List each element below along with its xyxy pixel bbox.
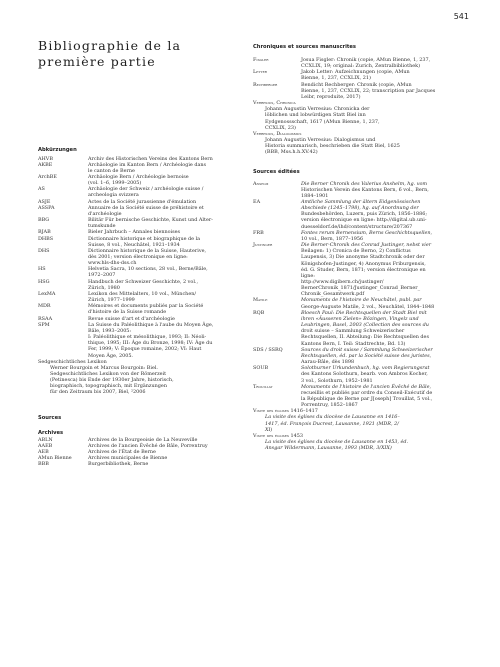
entry-description	[301, 57, 475, 69]
entry-line: Mémoires et documents publiés par la Société	[88, 303, 204, 310]
bib-entry	[253, 57, 475, 69]
entry-description	[301, 82, 475, 100]
entry-line: Revue suisse d'art et d'archéologie	[88, 315, 175, 322]
entry-description	[88, 217, 238, 229]
visite-1453-label: Visite des églises 1453	[253, 432, 303, 439]
entry-description	[88, 236, 238, 248]
entry-line: I: Paléolithique et mésolithique, 1993; II: Néoli-	[88, 334, 207, 341]
entry-line: d'archéologie	[88, 210, 122, 217]
entry-description	[88, 291, 238, 303]
entry-key: MDR	[38, 303, 51, 310]
bib-entry	[253, 384, 475, 409]
bib-entry	[253, 310, 475, 347]
entry-line: löblichen und lobwürdigen Statt Biel inn	[265, 112, 366, 119]
page-title	[38, 38, 228, 70]
manuscripts-list	[253, 57, 475, 100]
entry-line: Suisse, 8 vol., Neuchâtel, 1921–1934	[88, 241, 180, 248]
entry-line: http://www.digibern.ch/justinger/	[301, 279, 384, 285]
entry-key: BBG	[38, 217, 50, 224]
entry-key: Fisgler	[253, 57, 269, 63]
entry-line: Sources du droit suisse / Sammlung Schweizerischer	[301, 346, 433, 353]
entry-line: Beilagen: 1) Cronica de Berno, 2) Conflictus	[301, 248, 411, 255]
bib-entry	[38, 279, 238, 291]
entry-description	[88, 205, 238, 217]
entry-line: Eydgenossschaft, 1617 (AMun Bienne, 1, 237,	[265, 118, 380, 125]
entry-line: La visite des églises du diocèse de Lausanne en 1453, éd.	[265, 439, 409, 446]
entry-key: HS	[38, 266, 46, 273]
entry-line: Moyen Âge, 2005.	[88, 352, 133, 359]
verresius-dialogismus-description	[253, 137, 475, 155]
entry-line: ligne:	[301, 272, 315, 279]
entry-line: BernerChronik_1871/Justinger_Conrad_Berner_	[301, 285, 421, 292]
entry-line: des Kantons Solothurn, bearb. von Ambros Kocher,	[301, 371, 428, 378]
bib-entry	[253, 347, 475, 365]
entry-line: Helvetia Sacra, 10 sections, 28 vol., Berne/Bâle,	[88, 266, 208, 273]
entry-key: BJAB	[38, 229, 51, 236]
entry-line: 1972–2007	[88, 272, 116, 279]
entry-line: Bundesbehörden, Luzern, puis Zürich, 1856–1886;	[301, 211, 427, 218]
entry-line: tumskunde	[88, 223, 116, 230]
entry-line: (Petinesca) bis Ende der 1930er Jahre, historisch,	[50, 377, 174, 384]
entry-description	[301, 181, 475, 199]
entry-line: www.hls-dhs-dss.ch	[88, 260, 137, 267]
bib-entry	[38, 236, 238, 248]
verresius-dialogismus-label: Verresius, Dialogismus	[253, 130, 302, 137]
visite-1416-description	[253, 414, 475, 432]
entry-line: archeologia svizzera	[88, 192, 139, 199]
entry-line: Bienne, 1, 237, CCXLIX, 21)	[301, 75, 371, 82]
entry-line: (vol. 1–6, 1999–2005)	[88, 180, 142, 187]
entry-key: AMun Bienne	[38, 455, 72, 462]
entry-key: AEB	[38, 448, 49, 455]
entry-line: Leibr, reproduite, 2017)	[301, 93, 361, 100]
entry-line: 1884–1901	[301, 192, 329, 199]
entry-line: éd. G. Studer, Bern, 1871; version électronique en	[301, 266, 426, 273]
entry-line: Porrentruy, 1852–1867	[301, 402, 358, 409]
entry-line: Solothurner Urkundenbuch, hg. vom Regierungsrat	[301, 365, 430, 372]
entry-line: Dictionnaire historique de la Suisse, Hauterive,	[88, 247, 207, 254]
entry-description	[88, 174, 238, 186]
entry-key: DHBS	[38, 235, 54, 242]
entry-line: Bienne, 1, 237, CCXLIX, 22; transcription par Jacques	[301, 87, 436, 94]
entry-key: ArchBE	[38, 173, 57, 180]
entry-line: La Suisse du Paléolithique à l'aube du Moyen Âge,	[88, 321, 214, 328]
entry-line: d'histoire de la Suisse romande	[88, 309, 167, 316]
entry-description	[301, 230, 475, 242]
entry-line: Actes de la Société jurassienne d'émulation	[88, 198, 197, 205]
entry-key: SPM	[38, 321, 50, 328]
entry-line: Fontes rerum Bernensium, Berns Geschichtsquellen,	[301, 229, 433, 236]
entry-line: Die Berner-Chronik des Conrad Justinger, nebst vier	[301, 242, 432, 249]
entry-line: Die Berner Chronik des Valerius Anshelm, hg. vom	[301, 180, 428, 187]
entry-key: BBB	[38, 461, 49, 468]
entry-description	[88, 248, 238, 266]
entry-key: Matile	[253, 297, 268, 304]
entry-key: Trouillat	[253, 383, 273, 390]
bib-entry	[38, 186, 238, 198]
verresius-chronica-label: Verresius, Chronica	[253, 100, 296, 107]
entry-key: DHS	[38, 247, 50, 254]
entry-line: 1417, éd. François Ducrest, Lausanne, 1921 (MDR, 2/	[265, 420, 399, 427]
visite-1416-label: Visite des églises 1416–1417	[253, 408, 318, 415]
bib-entry	[253, 82, 475, 100]
lexikon-description	[38, 365, 238, 396]
entry-line: Archäologie Bern / Archéologie bernoise	[88, 173, 189, 180]
entry-line: Burgerbibliothek, Berne	[88, 461, 149, 468]
entry-key: Anselm	[253, 180, 269, 187]
entry-key: EA	[253, 198, 261, 205]
entry-key: ASSPA	[38, 204, 55, 211]
entry-line: Sedgeschichtliches Lexikon von der Römerzeit	[50, 370, 167, 377]
entry-key: HSG	[38, 278, 50, 285]
entry-description	[88, 303, 238, 315]
entry-line: Zürich, 1980	[88, 284, 120, 291]
entry-line: Rechtsquellen, éd. par la Société suisse des juristes,	[301, 352, 432, 359]
archives-list	[38, 437, 238, 468]
left-column	[38, 147, 238, 467]
entry-line: Archives de l'ancien Évêché de Bâle, Porrentruy	[88, 442, 208, 449]
entry-line: für den Zeitraum bis 2007, Biel, ²2006	[50, 389, 146, 396]
title-line-1: Bibliographie de la	[38, 38, 182, 53]
abbreviations-heading: Abkürzungen	[38, 147, 77, 153]
entry-key: AHVB	[38, 155, 53, 162]
entry-description	[301, 347, 475, 365]
bib-entry	[38, 217, 238, 229]
entry-line: version électronique en ligne: http://digital.ub.uni-	[301, 217, 427, 224]
entry-description	[88, 266, 238, 278]
entry-line: Archiv des Historischen Vereins des Kantons Bern	[88, 155, 213, 162]
entry-line: Aarau-Bâle, dès 1898	[301, 359, 355, 366]
entry-key: FRB	[253, 229, 264, 236]
entry-line: (BBB, Mss.h.h.XV.42)	[265, 149, 318, 156]
page-number: 541	[453, 12, 469, 21]
entry-line: La visite des églises du diocèse de Lausanne en 1416–	[265, 414, 400, 421]
bib-entry	[253, 242, 475, 297]
sources-heading: Sources	[38, 414, 62, 421]
entry-line: dès 2001; version électronique en ligne:	[88, 254, 188, 260]
entry-line: Lexikon des Mittelalters, 10 vol., München/	[88, 290, 197, 297]
entry-line: ihren «Äusseren Zielen» Bözingen, Vingelz und	[301, 315, 419, 322]
entry-line: Laupensis, 3) Die anonyme Stadtchronik oder der	[301, 254, 425, 261]
entry-description	[301, 365, 475, 383]
archives-subheading: Archives	[38, 429, 64, 436]
entry-line: Archives municipales de Bienne	[88, 455, 168, 462]
entry-description	[301, 69, 475, 81]
entry-line: Bendicht Rechberger: Chronik (copie, AMun	[301, 81, 412, 88]
entry-line: Johann Augustin Verresius: Chronicka der	[265, 106, 370, 113]
entry-description	[88, 322, 238, 359]
entry-key: Rechberger	[253, 81, 278, 88]
entry-description	[88, 279, 238, 291]
printed-sources-heading: Sources éditées	[253, 168, 300, 175]
entry-line: Josua Fisgler: Chronik (copie, AMun Bienne, 1, 237,	[301, 57, 431, 63]
entry-line: George-Auguste Matile, 2 vol., Neuchâtel, 1844–1848	[301, 303, 435, 310]
entry-description	[301, 297, 475, 309]
entry-key: LexMA	[38, 290, 56, 297]
entry-line: Königshofen-Justinger, 4) Anonymus Friburgensis,	[301, 260, 426, 267]
title-line-2: première partie	[38, 54, 156, 69]
entry-key: RQB	[253, 309, 265, 316]
entry-line: thique, 1995; III: Âge du Bronze, 1998; IV: Âge du	[88, 340, 213, 347]
entry-line: CCXLIX, 23)	[265, 124, 296, 131]
entry-line: Bieler Jahrbuch – Annales biennoises	[88, 229, 181, 236]
entry-key: AS	[38, 186, 45, 193]
entry-line: Leubringen, Basel, 2003 (Collection des sources du	[301, 322, 429, 329]
entry-description	[301, 199, 475, 230]
printed-sources-list	[253, 181, 475, 409]
entry-line: le canton de Berne	[88, 167, 135, 174]
bib-entry	[253, 230, 475, 242]
entry-description	[88, 461, 238, 467]
entry-line: 10 vol., Bern, 1877–1956	[301, 235, 364, 242]
bib-entry	[253, 69, 475, 81]
entry-key: AAEB	[38, 442, 53, 449]
entry-description	[301, 310, 475, 347]
entry-line: biographisch, topographisch, mit Ergänzungen	[50, 383, 167, 390]
entry-line: Monuments de l'histoire de Neuchâtel, publ. par	[301, 297, 422, 304]
entry-line: Annuaire de la Société suisse de préhistoire et	[88, 204, 204, 211]
entry-line: Archäologie im Kanton Bern / Archéologie dans	[88, 161, 207, 168]
entry-line: CCXLIX, 19; original: Zurich, Zentralbibliothek)	[301, 63, 420, 70]
entry-line: droit suisse – Sammlung Schweizerischer	[301, 328, 405, 335]
bib-entry	[38, 291, 238, 303]
verresius-chronica-description	[253, 106, 475, 131]
entry-key: Letter	[253, 69, 267, 76]
entry-line: Dictionnaire historique et biographique de la	[88, 235, 201, 242]
bib-entry	[38, 248, 238, 266]
entry-line: Abschiede (1245–1798), hg. auf Anordnung der	[301, 205, 419, 212]
entry-line: Handbuch der Schweizer Geschichte, 2 vol.,	[88, 278, 199, 285]
entry-description	[301, 242, 475, 297]
entry-description	[88, 162, 238, 174]
manuscripts-heading: Chroniques et sources manuscrites	[253, 44, 356, 50]
entry-line: Bilitär Für bernische Geschichte, Kunst und Alter-	[88, 217, 213, 224]
entry-key: RSAA	[38, 315, 53, 322]
entry-line: 3 vol., Solothurn, 1952–1981	[301, 377, 373, 384]
bib-entry	[38, 266, 238, 278]
entry-line: la République de Berne par J[oseph] Trouillat, 5 vol.,	[301, 395, 433, 402]
entry-key: ASJE	[38, 198, 51, 205]
bib-entry	[253, 297, 475, 309]
entry-line: Johann Augustin Verresius: Dialogismus und	[265, 137, 376, 144]
bib-entry	[253, 181, 475, 199]
entry-line: XI)	[265, 426, 273, 433]
entry-description	[301, 384, 475, 409]
bib-entry	[38, 162, 238, 174]
bib-entry	[38, 205, 238, 217]
entry-line: Historischen Verein des Kantons Bern, 6 vol., Bern,	[301, 186, 429, 193]
entry-line: Archives de la Bourgeoisie de La Neuveville	[88, 436, 198, 443]
bib-entry	[38, 461, 238, 467]
entry-line: Archives de l'État de Berne	[88, 448, 156, 455]
entry-key: ABLN	[38, 436, 53, 443]
entry-line: Historia summarisch, beschrieben die Statt Biel, 1625	[265, 143, 400, 150]
entry-line: Chronik_Gesamtwerk.pdf	[301, 291, 365, 298]
entry-line: Bâle, 1993–2005:	[88, 327, 132, 334]
entry-key: SDS / SSRQ	[253, 346, 283, 353]
right-column	[253, 44, 475, 451]
entry-key: Justinger	[253, 242, 273, 249]
bib-entry	[38, 303, 238, 315]
entry-line: Kantons Bern, I. Teil: Stadtrechte, Bd. 13)	[301, 340, 406, 347]
entry-line: recueillis et publiés par ordre du Conseil-Exécutif de	[301, 389, 433, 396]
entry-line: Monuments de l'histoire de l'ancien Évêché de Bâle,	[301, 383, 432, 390]
bib-entry	[38, 322, 238, 359]
entry-line: Fer, 1999; V: Époque romaine, 2002; VI: Haut	[88, 346, 202, 353]
abbreviations-list	[38, 156, 238, 359]
entry-line: duesseldorf.de/ihd/content/structure/207367	[301, 223, 413, 230]
bib-entry	[253, 199, 475, 230]
entry-key: SOUB	[253, 365, 269, 372]
entry-line: Amtliche Sammlung der ältern Eidgenössischen	[301, 198, 421, 205]
entry-line: Zürich, 1977–1999	[88, 297, 135, 304]
entry-line: Werner Bourgoin et Marcus Bourgoin: Biel.	[50, 364, 158, 371]
entry-line: Bloesch Paul: Die Rechtsquellen der Stadt Biel mit	[301, 309, 427, 316]
bib-entry	[253, 365, 475, 383]
entry-line: Ansgar Wildermann, Lausanne, 1993 (MDR, 3/XIX)	[265, 445, 392, 452]
entry-description	[88, 186, 238, 198]
entry-key: AKBE	[38, 161, 53, 168]
visite-1453-description	[253, 439, 475, 451]
bib-entry	[38, 174, 238, 186]
entry-line: Archäologie der Schweiz / archéologie suisse /	[88, 186, 204, 193]
entry-line: Jakob Letter: Aufzeichnungen (copie, AMun	[301, 69, 410, 76]
lexikon-label: Sedgeschichtliches Lexikon	[38, 358, 107, 365]
entry-line: Rechtsquellen, II. Abteilung: Die Rechtsquellen des	[301, 334, 429, 341]
